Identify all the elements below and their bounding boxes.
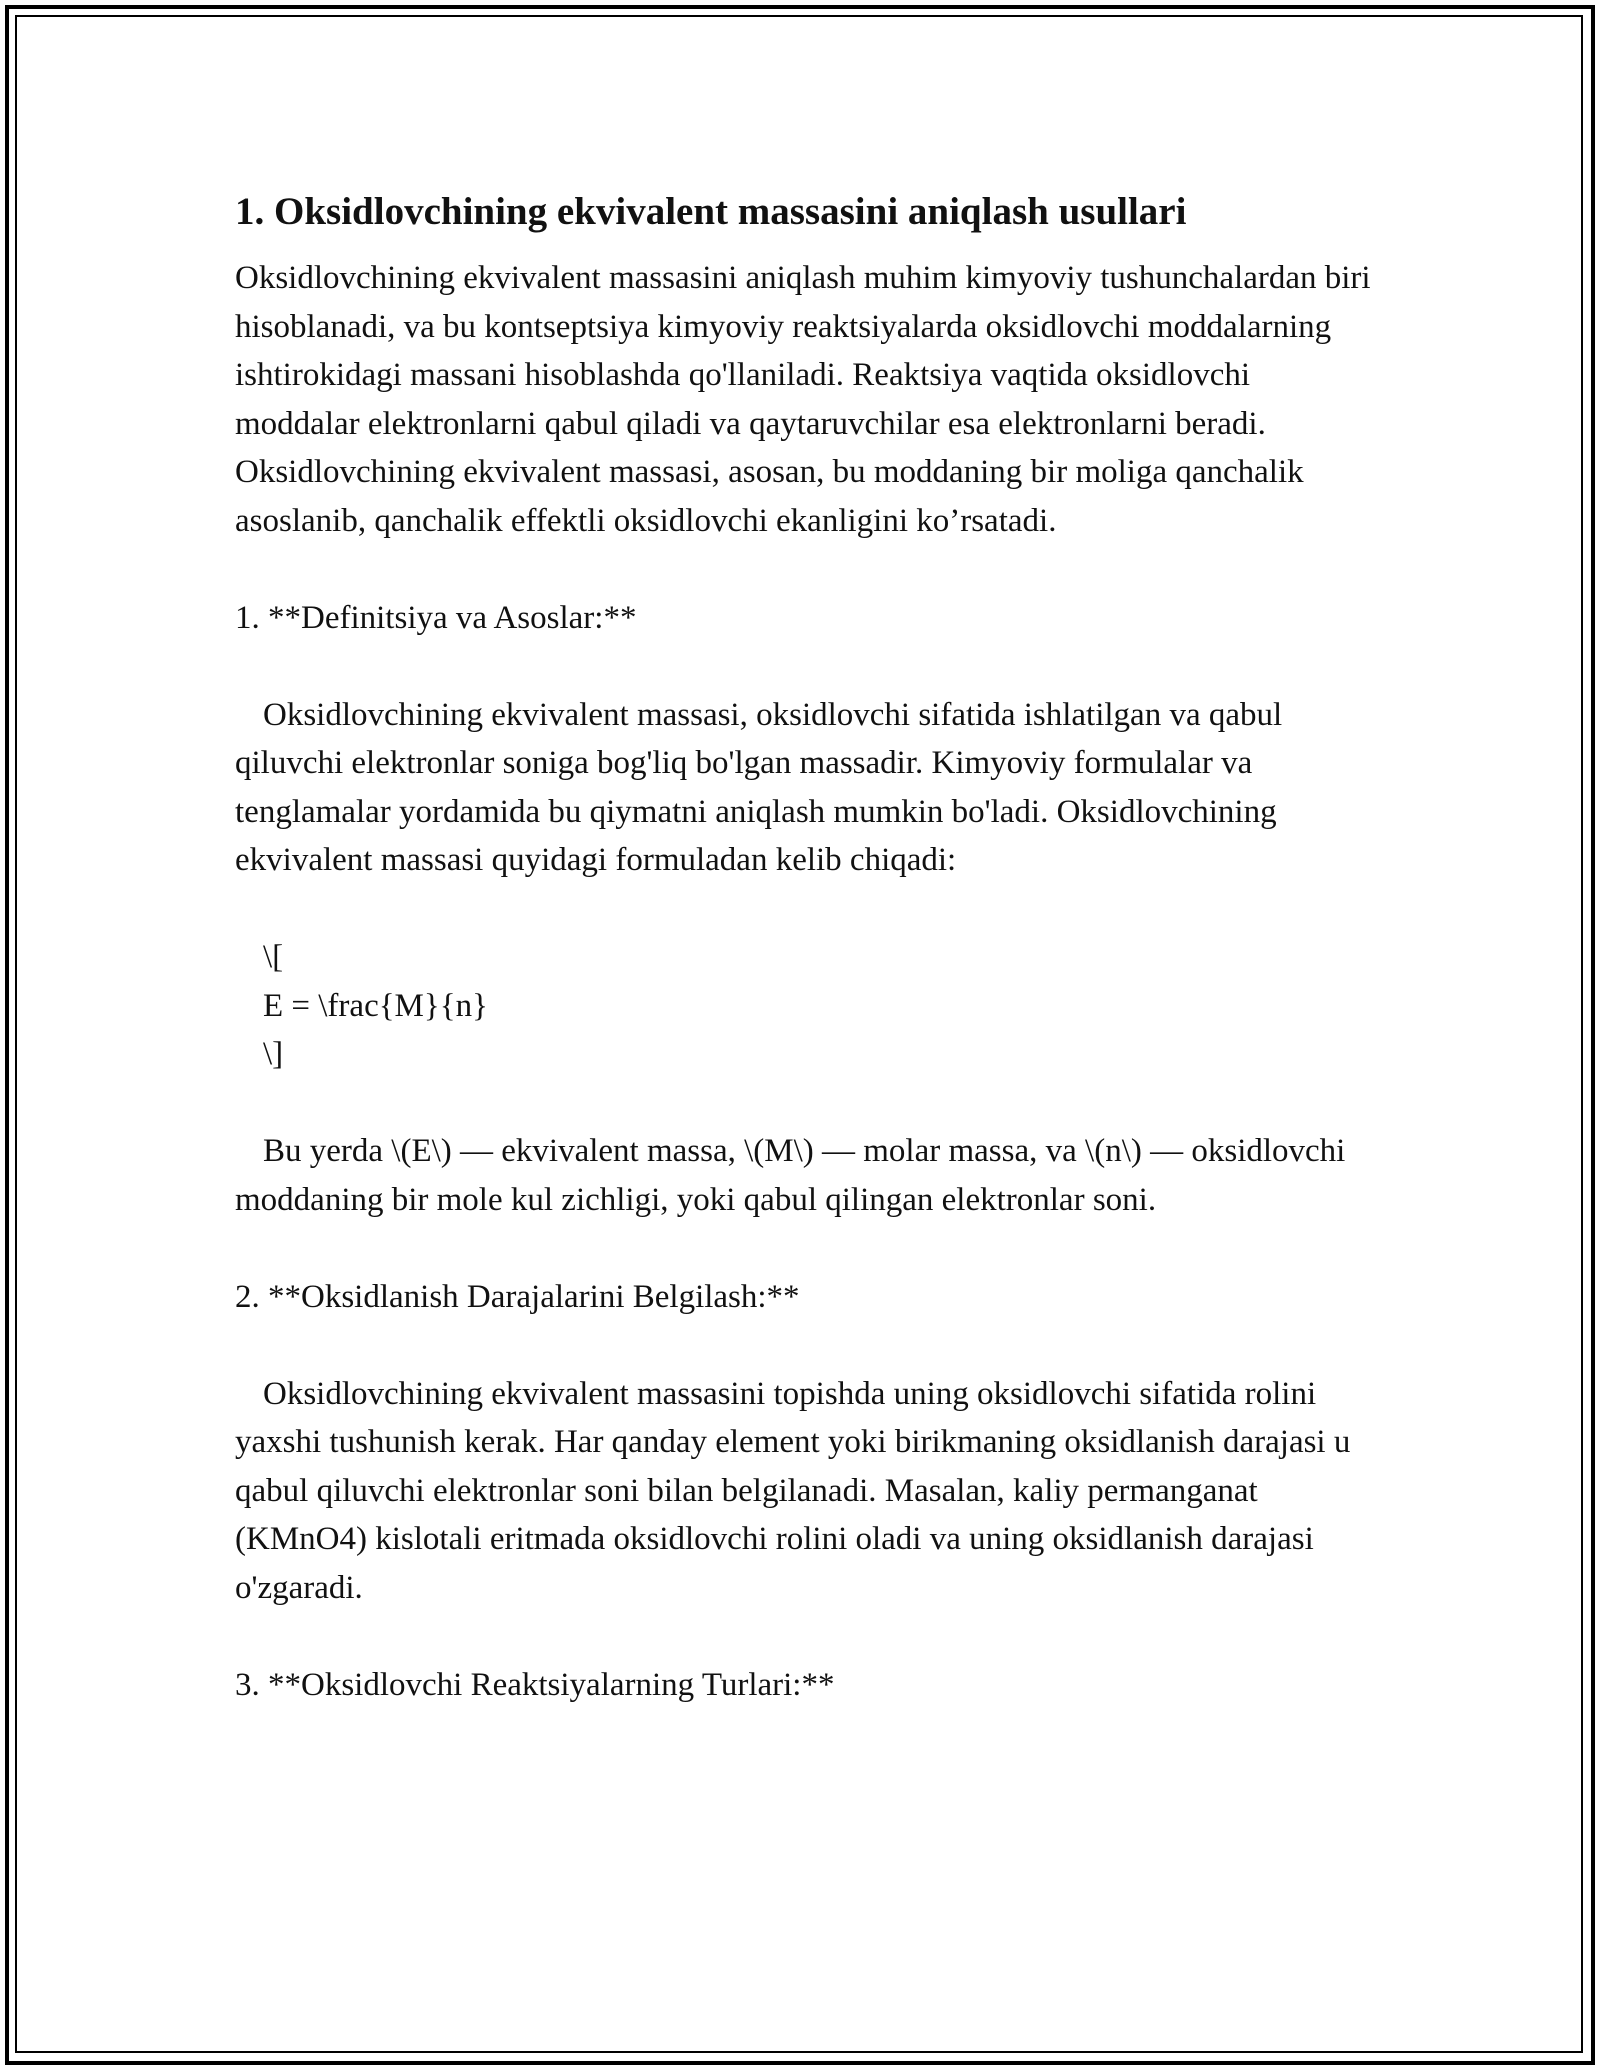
section-2-title: 2. **Oksidlanish Darajalarini Belgilash:** (235, 1278, 800, 1315)
section-1-body: Oksidlovchining ekvivalent massasi, oksidlovchi sifatida ishlatilgan va qabul qiluvchi elektronlar soniga bog'liq bo'lgan massadir. Kimyoviy formulalar va tenglamalar yordamida bu qiymatni aniqlash mumkin bo'ladi. Oksidlovchining ekvivalent massasi quyidagi formuladan kelib chiqadi: (235, 696, 1291, 878)
document-heading: 1. Oksidlovchining ekvivalent massasini aniqlash usullari (235, 190, 1187, 233)
formula-open: \[ (263, 939, 284, 975)
section-1-explanation: Bu yerda \(E\) — ekvivalent massa, \(M\) — molar massa, va \(n\) — oksidlovchi moddaning bir mole kul zichligi, yoki qabul qilingan elektronlar soni. (235, 1133, 1354, 1218)
section-1-title: 1. **Definitsiya va Asoslar:** (235, 599, 637, 636)
intro-paragraph: Oksidlovchining ekvivalent massasini aniqlash muhim kimyoviy tushunchalardan biri hisoblanadi, va bu kontseptsiya kimyoviy reaktsiyalarda oksidlovchi moddalarning ishtirokidagi massani hisoblashda qo'llaniladi. Reaktsiya vaqtida oksidlovchi moddalar elektronlarni qabul qiladi va qaytaruvchilar esa elektronlarni beradi. Oksidlovchining ekvivalent massasi, asosan, bu moddaning bir moliga qanchalik asoslanib, qanchalik effektli oksidlovchi ekanligini ko’rsatadi. (235, 260, 1379, 539)
section-2-body: Oksidlovchining ekvivalent massasini topishda uning oksidlovchi sifatida rolini yaxshi tushunish kerak. Har qanday element yoki birikmaning oksidlanish darajasi u qabul qiluvchi elektronlar soni bilan belgilanadi. Masalan, kaliy permanganat (KMnO4) kislotali eritmada oksidlovchi rolini oladi va uning oksidlanish darajasi o'zgaradi. (235, 1375, 1359, 1606)
document-body (235, 186, 1379, 1709)
formula-expression: E = \frac{M}{n} (263, 987, 488, 1024)
section-3-title: 3. **Oksidlovchi Reaktsiyalarning Turlari:** (235, 1666, 835, 1703)
formula-close: \] (263, 1036, 284, 1072)
